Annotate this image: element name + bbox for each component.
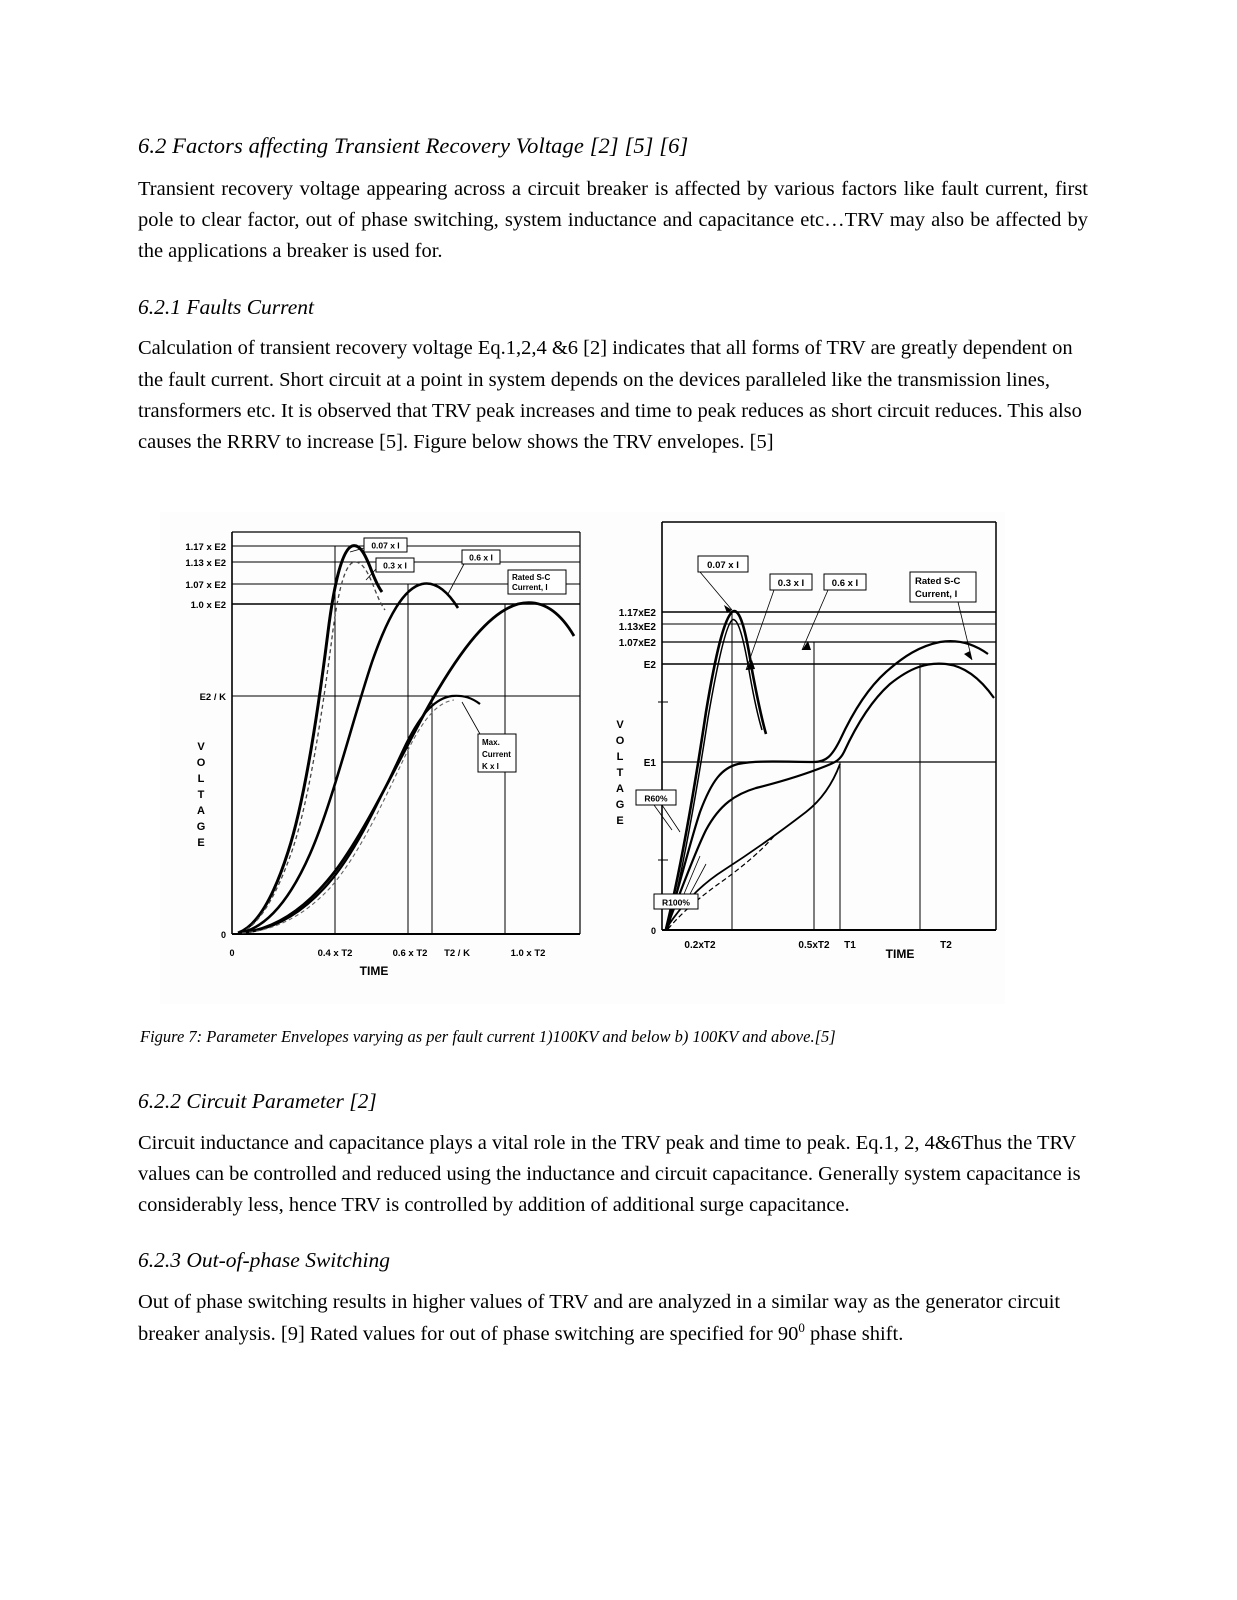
chart-a-callout-max-current: [462, 702, 516, 772]
chart-a-callout-rated-sc-line2: Current, I: [512, 583, 548, 592]
svg-text:E: E: [616, 815, 624, 827]
chart-a-callout-max-line2: Current: [482, 750, 511, 759]
chart-a-ytick-1: 1.13 x E2: [185, 558, 226, 569]
chart-b-callout-007xi: [698, 556, 748, 613]
chart-a-ytick-0: 1.17 x E2: [185, 542, 226, 553]
out-of-phase-text-part1: Out of phase switching results in higher values of TRV and are analyzed in a similar way as the generator circuit breaker analysis. [9] Rated values for out of phase switching are specified for 90: [138, 1291, 1061, 1346]
chart-b-group: [616, 522, 996, 961]
svg-text:V: V: [197, 741, 205, 753]
chart-b-callout-03xi-label: 0.3 x I: [777, 578, 805, 589]
document-body-top: [138, 132, 1088, 462]
chart-b-callout-r60-label: R60%: [644, 793, 668, 804]
chart-a-ytick-5: 0: [220, 930, 226, 940]
chart-b-callout-rated-sc-line2: Current, I: [915, 589, 958, 600]
chart-a-callout-rated-sc: [508, 570, 566, 594]
chart-a-ytick-2: 1.07 x E2: [185, 580, 226, 591]
svg-text:T: T: [616, 767, 624, 779]
chart-a-callout-max-line3: K x I: [482, 762, 499, 771]
chart-b-ytick-4: E1: [643, 758, 656, 769]
subheading-circuit-parameter: 6.2.2 Circuit Parameter [2]: [138, 1089, 377, 1113]
chart-b-xtick-2: 0.5xT2: [798, 940, 830, 951]
chart-b-ytick-0: 1.17xE2: [618, 608, 656, 619]
chart-a-callout-007xi: [350, 538, 407, 552]
chart-a-callout-06xi: [448, 550, 500, 594]
chart-b-ytick-1: 1.13xE2: [618, 622, 656, 633]
svg-text:G: G: [615, 799, 625, 811]
out-of-phase-text-part2: phase shift.: [804, 1323, 904, 1346]
out-of-phase-paragraph: [138, 1287, 1088, 1350]
chart-b-callout-007xi-label: 0.07 x I: [707, 560, 739, 571]
chart-a-callout-007xi-label: 0.07 x I: [371, 540, 400, 551]
figure-caption: Figure 7: Parameter Envelopes varying as per fault current 1)100KV and below b) 100KV and above.[5]: [140, 1027, 836, 1046]
svg-text:O: O: [615, 735, 625, 747]
chart-a-callout-03xi-label: 0.3 x I: [383, 560, 407, 571]
chart-a-x-axis-title: TIME: [359, 964, 389, 978]
svg-text:G: G: [196, 821, 206, 833]
chart-b-callout-03xi: [746, 574, 812, 670]
chart-a-curve-06xi: [240, 603, 574, 933]
trv-envelope-charts: [160, 512, 1005, 1004]
faults-current-paragraph: Calculation of transient recovery voltage Eq.1,2,4 &6 [2] indicates that all forms of TRV are greatly dependent on the fault current. Short circuit at a point in system depends on the devices paralleled like the transmission lines, transformers etc. It is observed that TRV peak increases and time to peak reduces as short circuit reduces. This also causes the RRRV to increase [5]. Figure below shows the TRV envelopes. [5]: [138, 337, 1082, 453]
chart-b-xtick-3: T1: [844, 940, 856, 951]
chart-a-group: [185, 532, 580, 978]
svg-text:E: E: [197, 837, 205, 849]
chart-a-curve-03xi: [240, 584, 458, 933]
chart-a-callout-rated-sc-line1: Rated S-C: [512, 573, 551, 582]
svg-text:V: V: [616, 719, 624, 731]
chart-a-callout-06xi-label: 0.6 x I: [469, 552, 493, 563]
svg-text:O: O: [196, 757, 206, 769]
chart-a-curve-max-current-dashed: [242, 700, 454, 933]
chart-a-xtick-2: 0.6 x T2: [392, 948, 428, 959]
chart-b-callout-rated-sc: [910, 572, 976, 660]
chart-a-callout-max-line1: Max.: [482, 738, 500, 747]
chart-b-callout-06xi-label: 0.6 x I: [831, 578, 859, 589]
chart-b-ytick-3: E2: [643, 660, 656, 671]
svg-text:A: A: [616, 783, 624, 795]
chart-b-xtick-1: 0.2xT2: [684, 940, 716, 951]
chart-b-callout-r60: [636, 790, 680, 832]
chart-b-callout-rated-sc-line1: Rated S-C: [915, 576, 961, 587]
chart-b-y-axis-title: [616, 719, 625, 827]
svg-text:T: T: [197, 789, 205, 801]
chart-a-y-axis-title: [197, 741, 206, 849]
chart-a-ytick-4: E2 / K: [199, 692, 226, 703]
svg-text:L: L: [197, 773, 205, 785]
chart-b-xtick-4: T2: [940, 940, 952, 951]
svg-text:L: L: [616, 751, 624, 763]
chart-b-curve-06xi: [666, 664, 994, 929]
chart-a-xtick-0: 0: [229, 948, 235, 958]
chart-a-curve-max-current: [240, 696, 480, 933]
subheading-faults-current: 6.2.1 Faults Current: [138, 294, 314, 319]
svg-text:A: A: [197, 805, 205, 817]
page-title: 6.2 Factors affecting Transient Recovery Voltage [2] [5] [6]: [138, 133, 689, 158]
chart-b-callout-r100-label: R100%: [662, 897, 690, 908]
figure-7: [160, 512, 1005, 1004]
chart-b-x-axis-title: TIME: [885, 947, 915, 961]
intro-paragraph: Transient recovery voltage appearing across a circuit breaker is affected by various factors like fault current, first pole to clear factor, out of phase switching, system inductance and capacitance etc…TRV may also be affected by the applications a breaker is used for.: [138, 178, 1088, 263]
subheading-out-of-phase: 6.2.3 Out-of-phase Switching: [138, 1248, 391, 1273]
circuit-parameter-paragraph: Circuit inductance and capacitance plays a vital role in the TRV peak and time to peak. Eq.1, 2, 4&6Thus the TRV values can be controlled and reduced using the inductance and circuit capacitance. Generally system capacitance is considerably less, hence TRV is controlled by addition of additional surge capacitance.: [138, 1131, 1081, 1217]
chart-b-ytick-5: 0: [650, 926, 656, 936]
chart-a-ytick-3: 1.0 x E2: [190, 600, 226, 611]
figure-canvas: [160, 512, 1005, 1004]
chart-b-ytick-2: 1.07xE2: [618, 638, 656, 649]
chart-a-xtick-1: 0.4 x T2: [317, 948, 353, 959]
degree-superscript: 0: [798, 1320, 805, 1336]
chart-a-xtick-3: T2 / K: [444, 948, 470, 959]
document-body-bottom: [138, 1062, 1088, 1354]
chart-a-xtick-4: 1.0 x T2: [510, 948, 546, 959]
